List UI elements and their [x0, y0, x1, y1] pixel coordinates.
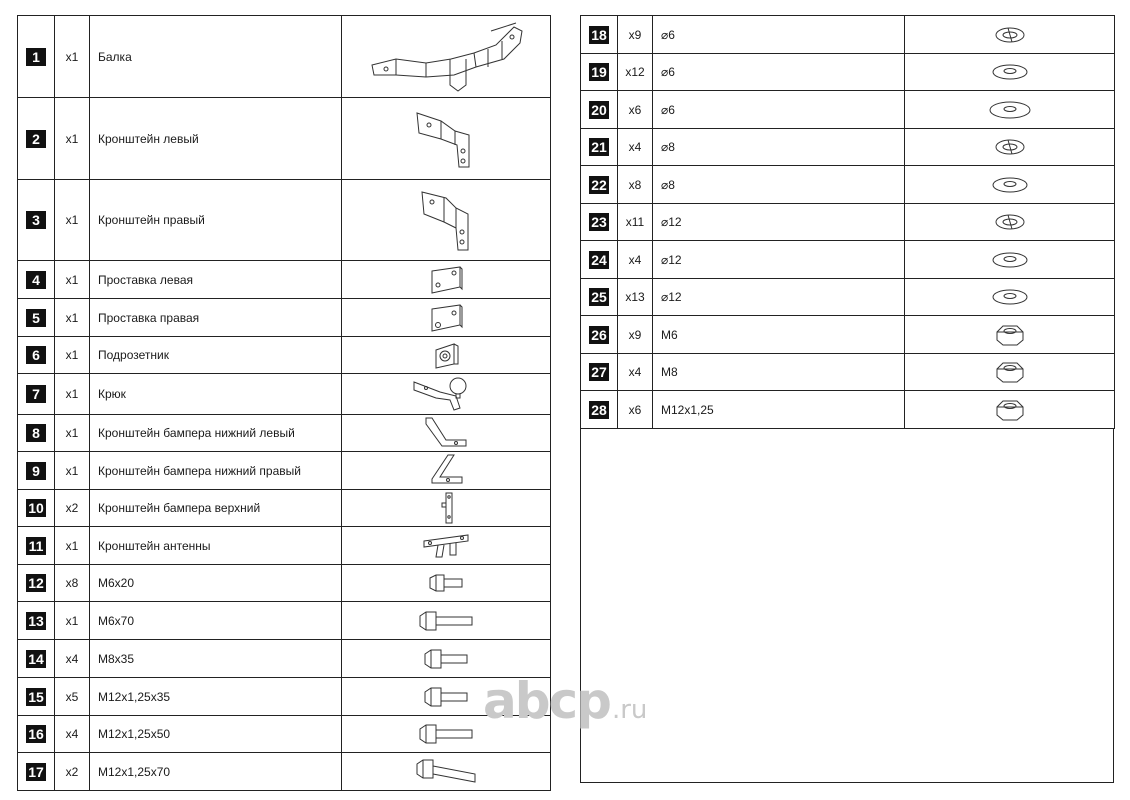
item-number-badge: 19: [589, 63, 609, 81]
flat-washer-icon: [990, 287, 1030, 307]
quantity-cell: x9: [618, 16, 653, 54]
spring-washer-icon: [993, 25, 1027, 45]
item-number-badge: 2: [26, 130, 46, 148]
flat-washer-icon: [990, 175, 1030, 195]
item-number-badge: 21: [589, 138, 609, 156]
table-row: [18, 527, 551, 565]
quantity-cell: x1: [55, 299, 90, 337]
description-cell: Кронштейн левый: [90, 98, 342, 180]
item-number-cell: [18, 299, 55, 337]
item-number-badge: 9: [26, 462, 46, 480]
description-cell: Крюк: [90, 374, 342, 415]
item-number-cell: [18, 180, 55, 261]
part-image-cell: [342, 602, 551, 640]
part-image-cell: [905, 129, 1115, 166]
quantity-cell: x1: [55, 337, 90, 374]
quantity-cell: x1: [55, 180, 90, 261]
item-number-badge: 1: [26, 48, 46, 66]
quantity-cell: x6: [618, 391, 653, 429]
item-number-cell: [581, 391, 618, 429]
item-number-cell: [18, 415, 55, 452]
flat-washer-icon: [990, 250, 1030, 270]
table-row: [18, 602, 551, 640]
table-row: [18, 374, 551, 415]
spacer-right-icon: [428, 303, 464, 333]
quantity-cell: x1: [55, 415, 90, 452]
description-cell: Кронштейн бампера верхний: [90, 490, 342, 527]
item-number-badge: 13: [26, 612, 46, 630]
item-number-badge: 20: [589, 101, 609, 119]
item-number-cell: [581, 54, 618, 91]
item-number-badge: 23: [589, 213, 609, 231]
bolt-short-icon: [426, 573, 466, 593]
table-row: [18, 452, 551, 490]
part-image-cell: [342, 753, 551, 791]
part-image-cell: [342, 180, 551, 261]
table-row: [581, 166, 1115, 204]
table-row: [581, 316, 1115, 354]
item-number-badge: 18: [589, 26, 609, 44]
description-cell: Подрозетник: [90, 337, 342, 374]
table-row: [18, 16, 551, 98]
item-number-badge: 8: [26, 424, 46, 442]
table-row: [18, 490, 551, 527]
table-row: [18, 299, 551, 337]
table-row: [18, 98, 551, 180]
item-number-cell: [581, 354, 618, 391]
description-cell: М12х1,25: [653, 391, 905, 429]
item-number-cell: [18, 261, 55, 299]
part-image-cell: [905, 91, 1115, 129]
part-image-cell: [905, 166, 1115, 204]
table-row: [581, 241, 1115, 279]
hex-nut-icon: [995, 398, 1025, 422]
item-number-cell: [581, 129, 618, 166]
description-cell: ⌀12: [653, 279, 905, 316]
part-image-cell: [342, 337, 551, 374]
part-image-cell: [342, 299, 551, 337]
item-number-cell: [18, 602, 55, 640]
description-cell: ⌀8: [653, 129, 905, 166]
item-number-cell: [18, 337, 55, 374]
item-number-cell: [18, 753, 55, 791]
table-row: [581, 129, 1115, 166]
part-image-cell: [342, 16, 551, 98]
description-cell: Кронштейн бампера нижний левый: [90, 415, 342, 452]
bolt-medium-icon: [421, 686, 471, 708]
quantity-cell: x1: [55, 98, 90, 180]
description-cell: Кронштейн антенны: [90, 527, 342, 565]
table-row: [581, 279, 1115, 316]
item-number-cell: [581, 204, 618, 241]
bolt-xlong-icon: [413, 758, 479, 786]
item-number-cell: [581, 166, 618, 204]
part-image-cell: [342, 716, 551, 753]
item-number-cell: [18, 716, 55, 753]
item-number-cell: [18, 527, 55, 565]
description-cell: Проставка левая: [90, 261, 342, 299]
item-number-badge: 22: [589, 176, 609, 194]
quantity-cell: x1: [55, 602, 90, 640]
description-cell: ⌀8: [653, 166, 905, 204]
item-number-cell: [18, 98, 55, 180]
item-number-badge: 27: [589, 363, 609, 381]
table-row: [18, 337, 551, 374]
table-row: [18, 678, 551, 716]
quantity-cell: x1: [55, 452, 90, 490]
quantity-cell: x8: [618, 166, 653, 204]
right-table-body: [581, 16, 1115, 429]
bumper-bracket-upper-icon: [434, 491, 458, 525]
description-cell: М12х1,25х35: [90, 678, 342, 716]
left-table-body: [18, 16, 551, 791]
hex-nut-icon: [995, 360, 1025, 384]
description-cell: М6х70: [90, 602, 342, 640]
item-number-badge: 26: [589, 326, 609, 344]
item-number-cell: [18, 374, 55, 415]
description-cell: Кронштейн бампера нижний правый: [90, 452, 342, 490]
item-number-badge: 14: [26, 650, 46, 668]
quantity-cell: x4: [55, 640, 90, 678]
quantity-cell: x2: [55, 753, 90, 791]
table-row: [581, 354, 1115, 391]
table-row: [18, 640, 551, 678]
description-cell: ⌀12: [653, 241, 905, 279]
item-number-cell: [18, 640, 55, 678]
table-row: [581, 204, 1115, 241]
item-number-badge: 6: [26, 346, 46, 364]
parts-table-left: [17, 15, 551, 791]
quantity-cell: x4: [618, 129, 653, 166]
description-cell: Проставка правая: [90, 299, 342, 337]
description-cell: Кронштейн правый: [90, 180, 342, 261]
item-number-badge: 12: [26, 574, 46, 592]
wide-washer-icon: [987, 99, 1033, 121]
quantity-cell: x4: [618, 241, 653, 279]
description-cell: М8х35: [90, 640, 342, 678]
item-number-badge: 11: [26, 537, 46, 555]
quantity-cell: x1: [55, 374, 90, 415]
item-number-cell: [581, 16, 618, 54]
description-cell: ⌀6: [653, 54, 905, 91]
watermark-main: abcp: [483, 672, 610, 730]
part-image-cell: [905, 16, 1115, 54]
part-image-cell: [342, 490, 551, 527]
antenna-bracket-icon: [420, 531, 472, 561]
table-row: [18, 415, 551, 452]
item-number-cell: [18, 452, 55, 490]
item-number-badge: 7: [26, 385, 46, 403]
item-number-cell: [581, 279, 618, 316]
description-cell: М6: [653, 316, 905, 354]
item-number-cell: [18, 565, 55, 602]
table-row: [581, 54, 1115, 91]
spacer-left-icon: [428, 265, 464, 295]
part-image-cell: [905, 316, 1115, 354]
item-number-badge: 10: [26, 499, 46, 517]
quantity-cell: x1: [55, 527, 90, 565]
quantity-cell: x4: [55, 716, 90, 753]
description-cell: М12х1,25х70: [90, 753, 342, 791]
tow-ball-icon: [410, 374, 482, 414]
item-number-badge: 5: [26, 309, 46, 327]
part-image-cell: [342, 678, 551, 716]
item-number-badge: 16: [26, 725, 46, 743]
table-row: [581, 91, 1115, 129]
table-row: [18, 716, 551, 753]
item-number-badge: 15: [26, 688, 46, 706]
item-number-badge: 17: [26, 763, 46, 781]
description-cell: ⌀6: [653, 16, 905, 54]
watermark-suffix: .ru: [611, 695, 648, 725]
item-number-cell: [581, 241, 618, 279]
quantity-cell: x6: [618, 91, 653, 129]
part-image-cell: [342, 640, 551, 678]
flat-washer-icon: [990, 62, 1030, 82]
table-row: [581, 16, 1115, 54]
empty-panel: [580, 428, 1114, 783]
description-cell: ⌀6: [653, 91, 905, 129]
table-row: [18, 565, 551, 602]
part-image-cell: [905, 354, 1115, 391]
item-number-cell: [581, 316, 618, 354]
quantity-cell: x13: [618, 279, 653, 316]
beam-icon: [366, 19, 526, 95]
quantity-cell: x5: [55, 678, 90, 716]
quantity-cell: x12: [618, 54, 653, 91]
description-cell: М12х1,25х50: [90, 716, 342, 753]
item-number-badge: 4: [26, 271, 46, 289]
item-number-badge: 3: [26, 211, 46, 229]
quantity-cell: x1: [55, 16, 90, 98]
part-image-cell: [342, 565, 551, 602]
bracket-right-icon: [416, 188, 476, 252]
table-row: [581, 391, 1115, 429]
item-number-cell: [18, 16, 55, 98]
socket-plate-icon: [430, 340, 462, 370]
quantity-cell: x1: [55, 261, 90, 299]
spring-washer-icon: [993, 212, 1027, 232]
bolt-long-icon: [416, 610, 476, 632]
parts-table-right: [580, 15, 1115, 429]
bolt-medium-icon: [421, 648, 471, 670]
description-cell: Балка: [90, 16, 342, 98]
bolt-long-icon: [416, 723, 476, 745]
part-image-cell: [342, 261, 551, 299]
quantity-cell: x11: [618, 204, 653, 241]
table-row: [18, 180, 551, 261]
quantity-cell: x2: [55, 490, 90, 527]
bracket-left-icon: [411, 109, 481, 169]
bumper-bracket-lower-left-icon: [422, 416, 470, 450]
bumper-bracket-lower-right-icon: [424, 453, 468, 489]
part-image-cell: [342, 374, 551, 415]
item-number-cell: [18, 490, 55, 527]
description-cell: М6х20: [90, 565, 342, 602]
part-image-cell: [342, 415, 551, 452]
hex-nut-icon: [995, 323, 1025, 347]
part-image-cell: [905, 204, 1115, 241]
item-number-badge: 28: [589, 401, 609, 419]
item-number-cell: [581, 91, 618, 129]
item-number-badge: 25: [589, 288, 609, 306]
part-image-cell: [905, 241, 1115, 279]
part-image-cell: [905, 54, 1115, 91]
part-image-cell: [342, 98, 551, 180]
item-number-cell: [18, 678, 55, 716]
quantity-cell: x4: [618, 354, 653, 391]
table-row: [18, 753, 551, 791]
quantity-cell: x9: [618, 316, 653, 354]
quantity-cell: x8: [55, 565, 90, 602]
spring-washer-icon: [993, 137, 1027, 157]
table-row: [18, 261, 551, 299]
part-image-cell: [905, 391, 1115, 429]
part-image-cell: [342, 527, 551, 565]
item-number-badge: 24: [589, 251, 609, 269]
description-cell: ⌀12: [653, 204, 905, 241]
part-image-cell: [342, 452, 551, 490]
part-image-cell: [905, 279, 1115, 316]
description-cell: М8: [653, 354, 905, 391]
